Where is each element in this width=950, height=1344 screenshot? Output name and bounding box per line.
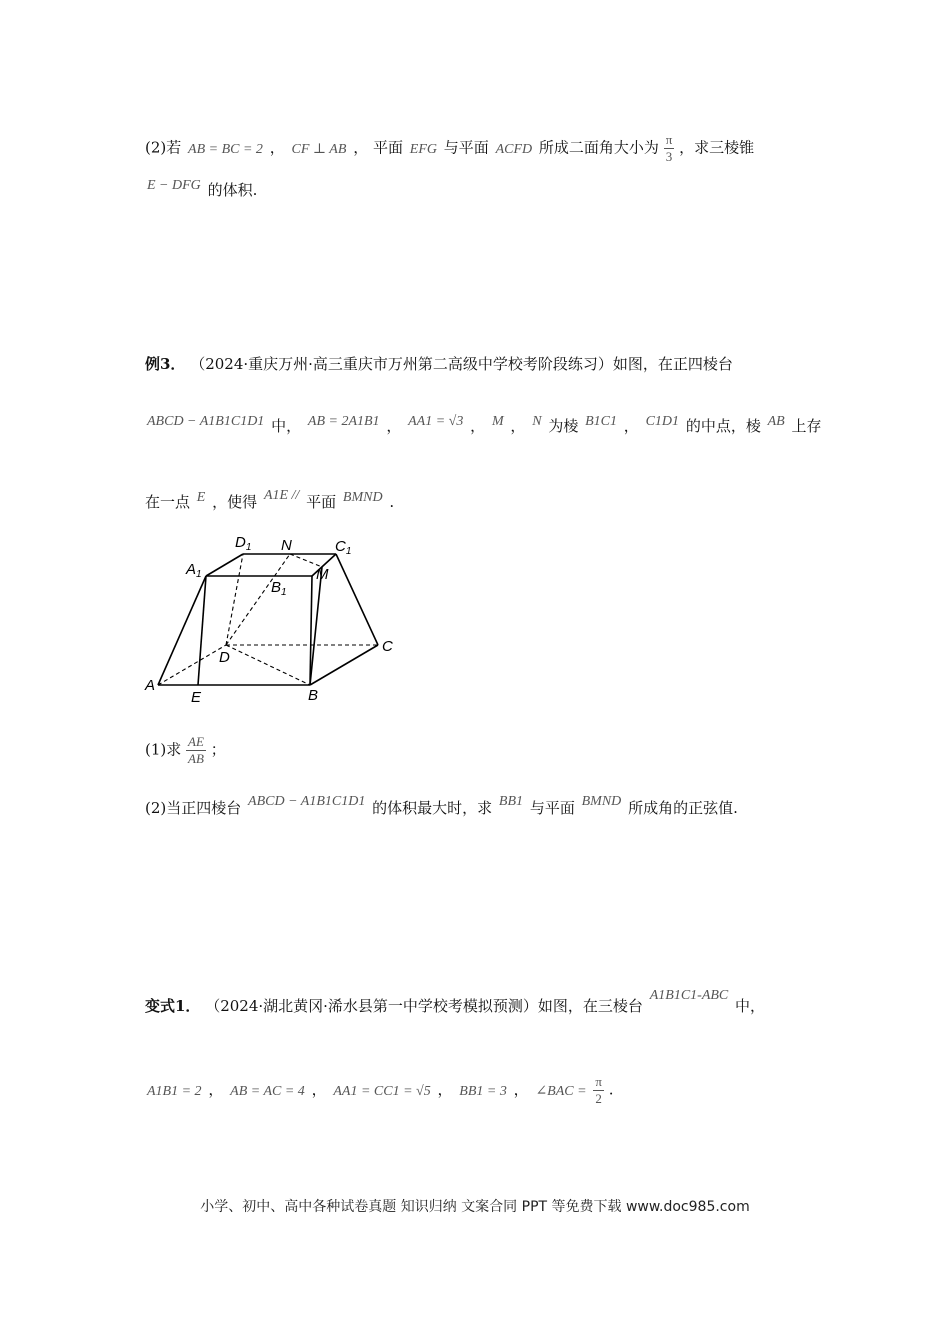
sep: ， — [311, 1080, 327, 1099]
text: 的体积. — [207, 181, 258, 199]
text: ，使得 — [212, 493, 258, 511]
label-m: M — [316, 566, 329, 583]
label-a1: $A_1$ — [186, 561, 202, 580]
q2-prev-prefix: (2)若 — [145, 138, 182, 157]
math-bb1: BB1 — [498, 794, 524, 809]
variant-label: 变式1． — [145, 997, 201, 1015]
q2-prev-line2 — [145, 180, 257, 202]
frac-den: 2 — [595, 1091, 602, 1106]
q1-line — [145, 734, 226, 767]
hidden-segment-dn — [226, 554, 290, 645]
sep: ， — [269, 138, 285, 157]
text: 所成角的正弦值. — [628, 799, 738, 817]
ex3-line2 — [145, 416, 822, 438]
sep: ， — [353, 138, 369, 157]
label-b: B — [308, 687, 319, 704]
frac-num: π — [595, 1074, 602, 1089]
label-c: C — [382, 638, 393, 655]
math-bmnd: BMND — [342, 490, 383, 505]
text: . — [389, 493, 395, 511]
text: 上存 — [791, 417, 822, 435]
math-c1d1: C1D1 — [645, 414, 680, 429]
text: . — [608, 1080, 614, 1099]
variant-source: （2024·湖北黄冈·浠水县第一中学校考模拟预测）如图，在三棱台 — [205, 997, 643, 1015]
var1-line2 — [145, 1074, 613, 1107]
label-b1: $B_1$ — [271, 579, 287, 598]
label-d: D — [219, 649, 230, 666]
math-ab-2a1b1: AB = 2A1B1 — [307, 414, 380, 429]
frac-num: π — [665, 132, 673, 147]
label-c1: $C_1$ — [335, 538, 352, 557]
label-a: A — [145, 677, 156, 694]
text: 中， — [271, 417, 302, 435]
hidden-segment-db — [226, 645, 310, 685]
text: 所成二面角大小为 — [538, 138, 659, 157]
math-bb1: BB1 = 3 — [459, 1083, 507, 1099]
example-source: （2024·重庆万州·高三重庆市万州第二高级中学校考阶段练习）如图，在正四棱台 — [190, 355, 733, 373]
math-cf-perp-ab: CF ⊥ AB — [291, 141, 347, 157]
text: 与平面 — [529, 799, 575, 817]
text: 平面 — [306, 493, 337, 511]
hidden-edge-ad — [158, 645, 226, 685]
text: ，求三棱锥 — [679, 138, 755, 157]
math-a1b1: A1B1 = 2 — [147, 1083, 202, 1099]
math-ab: AB — [767, 414, 785, 429]
var1-line1 — [145, 988, 766, 1018]
fraction-pi-2 — [593, 1074, 604, 1107]
math-b1c1: B1C1 — [585, 414, 617, 429]
sep: ， — [513, 1080, 529, 1099]
math-e: E — [196, 490, 206, 505]
q2-prefix: (2)当正四棱台 — [145, 799, 242, 817]
fraction-ae-ab — [186, 734, 206, 767]
math-ab-bc: AB = BC = 2 — [188, 141, 263, 157]
example-label: 例3． — [145, 355, 186, 373]
label-d1: $D_1$ — [235, 534, 252, 553]
math-a1e-parallel: A1E // — [263, 488, 300, 503]
frustum-figure — [140, 530, 410, 710]
sep: ， — [510, 417, 526, 435]
hidden-edge-dd1 — [226, 554, 243, 645]
math-acfd: ACFD — [495, 141, 533, 157]
math-n: N — [532, 414, 542, 429]
sep: ， — [470, 417, 486, 435]
q2-prev-line1 — [145, 132, 754, 165]
frac-den: 3 — [665, 149, 673, 164]
sep: ， — [208, 1080, 224, 1099]
label-e: E — [191, 689, 202, 706]
q2-line — [145, 794, 738, 820]
frac-den: AB — [188, 751, 204, 766]
label-n: N — [281, 537, 292, 554]
text: 为棱 — [548, 417, 579, 435]
text: 平面 — [372, 138, 403, 157]
sep: ， — [437, 1080, 453, 1099]
edge-cc1 — [336, 554, 378, 645]
edge-a1d1 — [206, 554, 243, 576]
math-e-dfg: E − DFG — [147, 178, 201, 193]
q1-prefix: (1)求 — [145, 740, 182, 759]
sep: ， — [386, 417, 402, 435]
text: 的体积最大时，求 — [372, 799, 493, 817]
frac-num: AE — [188, 734, 204, 749]
ex3-line3 — [145, 488, 395, 514]
text: 与平面 — [443, 138, 489, 157]
sep: ； — [210, 740, 226, 759]
math-bmnd: BMND — [581, 794, 622, 809]
math-aa1-cc1: AA1 = CC1 = √5 — [333, 1083, 431, 1099]
ex3-line1 — [145, 354, 733, 374]
math-angle-bac: ∠BAC = — [535, 1083, 587, 1099]
page-footer: 小学、初中、高中各种试卷真题 知识归纳 文案合同 PPT 等免费下载 www.doc985.com — [200, 1199, 750, 1215]
math-tri-frustum: A1B1C1-ABC — [649, 988, 729, 1003]
math-ab-ac: AB = AC = 4 — [230, 1083, 305, 1099]
sep: ， — [623, 417, 639, 435]
text: 在一点 — [145, 493, 191, 511]
text: 中， — [735, 997, 766, 1015]
math-m: M — [491, 414, 504, 429]
math-frustum: ABCD − A1B1C1D1 — [248, 794, 366, 809]
math-frustum: ABCD − A1B1C1D1 — [147, 414, 265, 429]
text: 的中点，棱 — [685, 417, 761, 435]
math-efg: EFG — [409, 141, 437, 157]
math-aa1-sqrt3: AA1 = √3 — [408, 414, 464, 429]
edge-bc — [310, 645, 378, 685]
fraction-pi-3 — [664, 132, 675, 165]
